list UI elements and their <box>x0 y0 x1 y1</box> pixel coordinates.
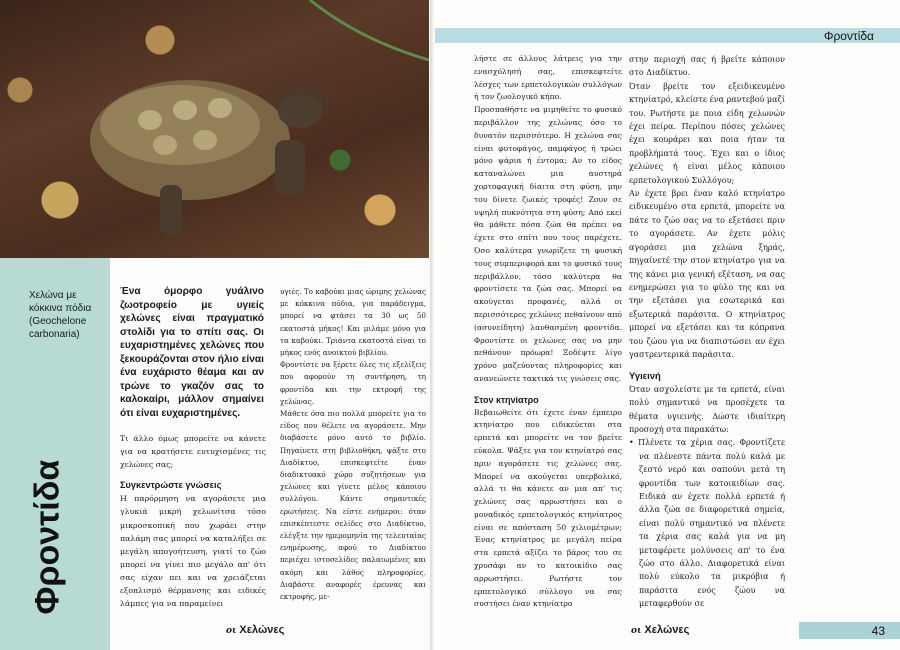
scute <box>173 100 197 120</box>
scute <box>208 98 232 118</box>
page-number: 43 <box>871 624 885 638</box>
paragraph: Βεβαιωθείτε ότι έχετε έναν έμπειρο κτηνίατρο που ειδικεύεται στα ερπετά και μπορείτε να τον βρείτε εύκολα. Ψάξτε για τον κτηνίατρό σας πριν αγοράσετε τις χελώνες σας. Μπορεί να ακούγεται υπερβολικό, αλλά τι θα κάνετε αν μια απ' τις χελώνες σας αρρωστήσει και ο μοναδικός ερπετολογικός κτηνίατρος είναι σε απόσταση 50 χιλιομέτρων; Ένας κτηνίατρος με μεγάλη πείρα στα ερπετά αξίζει το βάρος του σε χρυσάφι αν το κατοικίδιο σας αρρωστήσει. Ρωτήστε τον ερπετολογικό σύλλογο να σας συστήσει έναν κτηνίατρο <box>474 407 622 609</box>
intro-paragraph: Τι άλλο όμως μπορείτε να κάνετε για να κρατήσετε ευτυχισμένες τις χελώνες σας; <box>120 434 266 470</box>
bullet-item <box>629 436 785 610</box>
paragraph: λήστε σε άλλους λάτρεις για την ενασχόλησή σας, επισκεφτείτε λέσχες των ερπετολογικών συλλόγων ή τον ζωολογικό κήπο. <box>474 54 622 102</box>
scute <box>138 110 162 130</box>
paragraph: υγιές. Το καβούκι μιας ώριμης χελώνας με κόκκινα πόδια, για παράδειγμα, μπορεί να φτάσει τα 30 ως 50 εκατοστά μήκος! Και μιλάμε μόνο για τα καβούκι. Τριάντα εκατοστά είναι το μήκος ενός ανοικτού βιβλίου. <box>280 287 426 358</box>
footer-right <box>631 624 689 636</box>
plant-stem <box>310 0 429 60</box>
lead-paragraph: Ένα όμορφο γυάλινο ζωοτροφείο με υγιείς χελώνες είναι πραγματικό στολίδι για το σπίτι σας. Οι ευχαριστημένες χελώνες που ξεκουράζονται στον ήλιο είναι ένα ευχάριστο θέαμα και αν τρώνε το γκαζόν σας το καλοκαίρι, μάλλον σημαίνει ότι είναι ευχαριστημένες. <box>120 286 264 419</box>
column-1 <box>120 432 266 610</box>
tortoise-illustration <box>0 0 429 258</box>
shell-top <box>100 85 260 165</box>
subheading-knowledge: Συγκεντρώστε γνώσεις <box>120 480 222 491</box>
bullet-text: Πλένετε τα χέρια σας. Φροντίζετε να πλένεστε πάντα πολύ καλά με ζεστό νερό και σαπούνι μετά τη φροντίδα των κατοικιδίων σας. Ειδικά αν έχετε πολλά ερπετά ή άλλα ζώα σε διαφορετικά σημεία, είναι πολύ σημαντικό να πλένετε τα χέρια σας καλά για να μη μεταφέρετε μολύνσεις απ' το ένα ζώο στο άλλο. Διαφορετικά είναι πολύ εύκολο τα μικρόβια ή παράσιτα ενός ζώου να μεταφερθούν σε <box>638 438 785 609</box>
paragraph: Η παρόρμηση να αγοράσετε μια γλυκιά μικρή χελωνίτσα τόσο μικροσκοπική που χωράει στην παλάμη σας μπορεί να καταλήξει σε μεγάλη απογοήτευση, γιατί το ζώο μπορεί να γίνει πιο μεγάλο απ' ότι σας είχαν πει και να χρειάζεται εξοπλισμό θέρμανσης και ειδικές λάμπες για να παραμείνει <box>120 494 266 609</box>
column-4 <box>629 53 785 611</box>
running-header: Φροντίδα <box>823 29 874 43</box>
paragraph: Φροντίστε να ξέρετε όλες τις εξελίξεις που αφορούν τη συντήρηση, τη φροντίδα και την εκτροφή της χελώνας. <box>280 360 426 406</box>
scute <box>153 135 177 155</box>
paragraph: Αν έχετε βρει έναν καλό κτηνίατρο ειδικευμένο στα ερπετά, μπορείτε να πάτε το ζώο σας να το εξετάσει πριν το αγοράσετε. Αν έχετε μόλις αγοράσει μια χελώνα ξηράς, πηγαίνετέ την στον κτηνίατρο για να της κάνει μια γενική εξέταση, να σας ενημερώσει για το φύλο της και να την εξετάσει για εσωτερικά και εξωτερικά παράσιτα. Ο κτηνίατρος μπορεί να εξετάσει και τα κόπρανα του ζώου για να διαπιστώσει αν έχει γαστρεντερικά παράσιτα. <box>629 189 785 359</box>
paragraph: Όταν βρείτε τον εξειδικευμένο κτηνίατρό, κλείστε ένα ραντεβού μαζί του. Ρωτήστε με ποια είδη χελωνών έχει πείρα. Περίπου πόσες χελώνες έχει κουράρει και ποια ήταν τα προβλήματά τους. Έχει και ο ίδιος χελώνες ή είναι μέλος κάποιου ερπετολογικού Συλλόγου; <box>629 81 785 185</box>
section-title-vertical: Φροντίδα <box>28 459 67 615</box>
column-3 <box>474 53 622 611</box>
subheading-hygiene: Υγιεινή <box>629 370 661 382</box>
leg <box>160 185 182 235</box>
footer-title: Χελώνες <box>239 624 285 636</box>
footer-left <box>226 624 284 636</box>
footer-prefix: οι <box>631 626 642 636</box>
paragraph: Μάθετε όσα πιο πολλά μπορείτε για το είδος που θέλετε να αγοράσετε. Μην διαβάσετε μόνο αυτό το βιβλίο. Πηγαίνετε στη βιβλιοθήκη, ψάξτε στο Διαδίκτυο, επισκεφτείτε έναν διαδικτυακό χώρο συζητήσεων για χελώνες και γίνετε μέλος κάποιου συλλόγου. Κάντε σημαντικές ερωτήσεις. Να είστε ενήμεροι: όταν επισκέπτεστε σελίδες στο Διαδίκτυο, ελέγξτε την ημερομηνία της τελευταίας ενημέρωσης, αφού το Διαδίκτυο περιέχει ιστοσελίδες παλαιωμένες και ακόμη και λάθος πληροφορίες. Διαβάστε αναφορές έρευνας και εκτροφής, με- <box>280 409 426 602</box>
leg <box>275 140 305 195</box>
paragraph: στην περιοχή σας ή βρείτε κάποιον στο Διαδίκτυο. <box>629 55 785 78</box>
scute <box>193 130 217 150</box>
photo-caption: Χελώνα με κόκκινα πόδια (Geochelone carbonaria) <box>29 290 92 340</box>
head <box>278 96 322 128</box>
paragraph: Όταν ασχολείστε με τα ερπετά, είναι πολύ σημαντικό να προσέχετε τα θέματα υγιεινής. Δώστε ιδιαίτερη προσοχή στα παρακάτω: <box>629 384 785 434</box>
paragraph: Προσπαθήστε να μιμηθείτε το φυσικό περιβάλλον της χελώνας όσο το δυνατόν περισσότερο. Η χελώνα σας είναι φυτοφάγος, παμφάγος ή τρώει μόνο ψάρια ή έντομα; Αν το είδος καταναλώνει μια αυστηρά χορτοφαγική δίαιτα στη φύση, μην του δίνετε ζωικές τροφές! Ζουν σε υψηλή πυκνότητα στη φύση; Από εκεί θα μάθετε πόσα ζώα θα πρέπει να έχετε στο σπίτι που τους παρέχετε. Όσο καλύτερα γνωρίζετε τη φυσική τους συμπεριφορά και το φυσικό τους περιβάλλον, τόσο καλύτερα θα φροντίσετε τα ζώα σας. Μπορεί να ακούγεται προφανές, αλλά οι περισσότερες χελώνες πεθαίνουν από (ασυνείδητη) λανθασμένη φροντίδα. Φροντίστε οι χελώνες σας να μην πεθάνουν πρόωρα! Ξοδέψτε λίγο χρόνο μαζεύοντας πληροφορίες και ανανεώνετε τακτικά τις γνώσεις σας. <box>474 105 622 383</box>
bullet-icon: • <box>629 438 639 448</box>
column-2 <box>280 286 426 603</box>
subheading-vet: Στον κτηνίατρο <box>474 394 539 405</box>
footer-title: Χελώνες <box>644 624 690 636</box>
footer-prefix: οι <box>226 626 237 636</box>
page-gutter <box>430 0 434 650</box>
tortoise-photo <box>0 0 429 258</box>
